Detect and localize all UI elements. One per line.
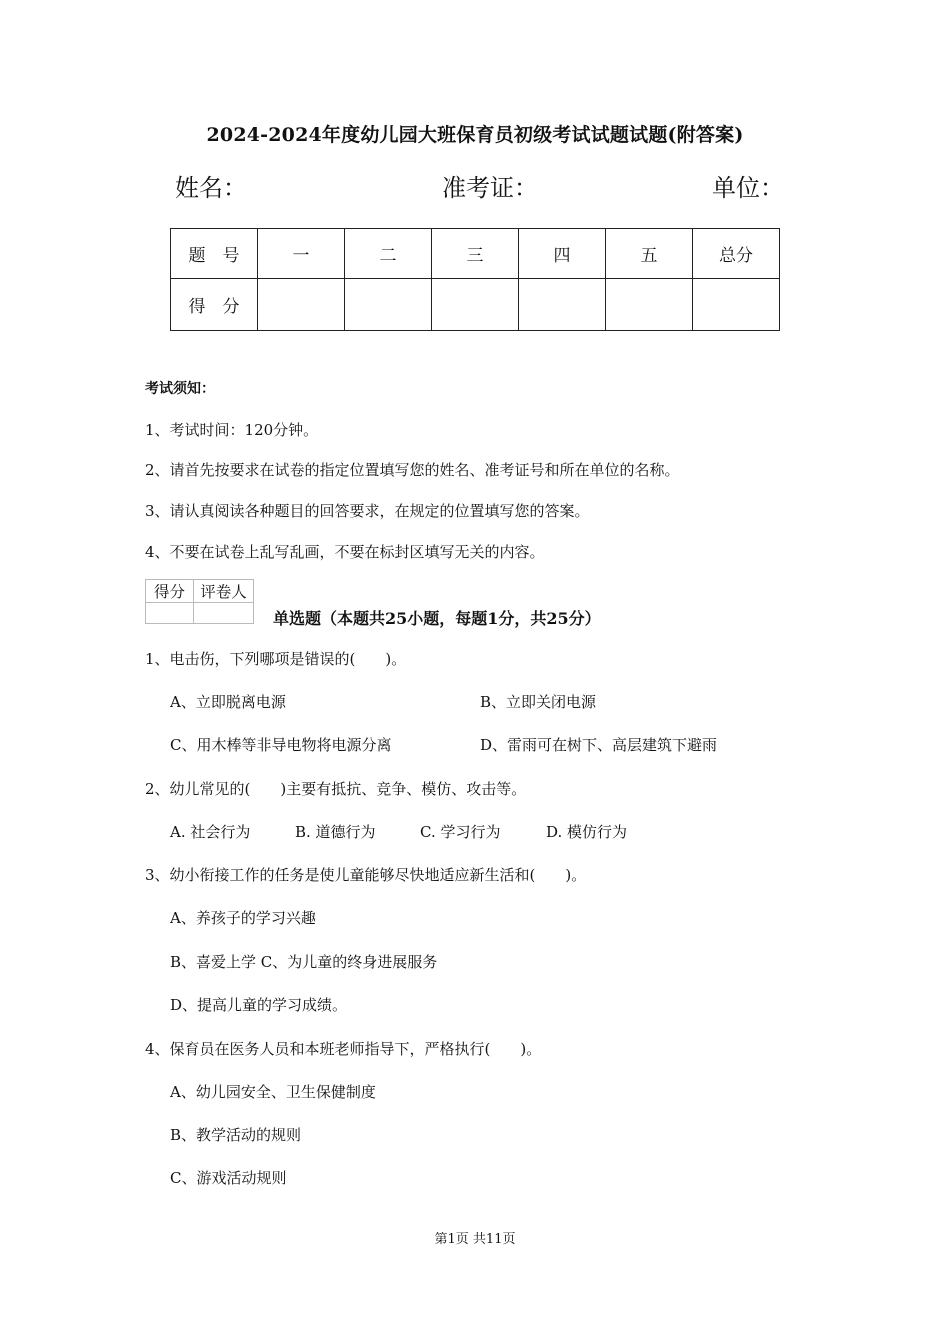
question-2: 2、幼儿常见的( )主要有抵抗、竞争、模仿、攻击等。 bbox=[145, 780, 527, 798]
question-2-option-a: A. 社会行为 bbox=[170, 823, 251, 841]
page-title: 2024-2024年度幼儿园大班保育员初级考试试题试题(附答案) bbox=[206, 124, 744, 146]
score-table-score-row bbox=[171, 279, 780, 331]
question-1-option-b: B、立即关闭电源 bbox=[480, 693, 597, 711]
notice-item: 3、请认真阅读各种题目的回答要求，在规定的位置填写您的答案。 bbox=[145, 502, 590, 520]
notice-item: 1、考试时间：120分钟。 bbox=[145, 421, 319, 439]
score-cell[interactable] bbox=[606, 279, 693, 331]
grader-reviewer-label: 评卷人 bbox=[194, 580, 254, 603]
score-cell[interactable] bbox=[693, 279, 780, 331]
question-1-option-d: D、雷雨可在树下、高层建筑下避雨 bbox=[480, 736, 718, 754]
grader-score-cell[interactable] bbox=[146, 603, 194, 624]
question-1-option-c: C、用木棒等非导电物将电源分离 bbox=[170, 736, 392, 754]
grader-score-label: 得分 bbox=[146, 580, 194, 603]
question-4-option-c: C、游戏活动规则 bbox=[170, 1169, 287, 1187]
notice-item: 4、不要在试卷上乱写乱画，不要在标封区填写无关的内容。 bbox=[145, 543, 545, 561]
grader-reviewer-cell[interactable] bbox=[194, 603, 254, 624]
column-header: 四 bbox=[519, 229, 606, 279]
column-header: 一 bbox=[258, 229, 345, 279]
score-cell[interactable] bbox=[432, 279, 519, 331]
question-4: 4、保育员在医务人员和本班老师指导下，严格执行( )。 bbox=[145, 1040, 542, 1058]
exam-number-label: 准考证： bbox=[442, 174, 538, 202]
question-2-option-b: B. 道德行为 bbox=[295, 823, 376, 841]
question-number-header: 题 号 bbox=[171, 229, 258, 279]
section-title: 单选题（本题共25小题，每题1分，共25分） bbox=[273, 609, 601, 628]
question-3-option-d: D、提高儿童的学习成绩。 bbox=[170, 996, 348, 1014]
score-cell[interactable] bbox=[345, 279, 432, 331]
question-1: 1、电击伤，下列哪项是错误的( )。 bbox=[145, 650, 407, 668]
question-2-option-d: D. 模仿行为 bbox=[546, 823, 628, 841]
question-3-option-b: B、喜爱上学 C、为儿童的终身进展服务 bbox=[170, 953, 438, 971]
question-1-option-a: A、立即脱离电源 bbox=[170, 693, 286, 711]
notice-item: 2、请首先按要求在试卷的指定位置填写您的姓名、准考证号和所在单位的名称。 bbox=[145, 461, 680, 479]
column-header: 五 bbox=[606, 229, 693, 279]
unit-label: 单位： bbox=[712, 174, 784, 202]
column-header: 三 bbox=[432, 229, 519, 279]
question-4-option-b: B、教学活动的规则 bbox=[170, 1126, 302, 1144]
score-table bbox=[170, 228, 780, 331]
score-table-header-row bbox=[171, 229, 780, 279]
notice-title: 考试须知： bbox=[145, 381, 215, 397]
column-header: 总分 bbox=[693, 229, 780, 279]
page-footer: 第1页 共11页 bbox=[434, 1232, 516, 1247]
question-3: 3、幼小衔接工作的任务是使儿童能够尽快地适应新生活和( )。 bbox=[145, 866, 587, 884]
score-row-header: 得 分 bbox=[171, 279, 258, 331]
question-3-option-a: A、养孩子的学习兴趣 bbox=[170, 909, 316, 927]
score-cell[interactable] bbox=[258, 279, 345, 331]
grader-box bbox=[145, 579, 254, 624]
question-2-option-c: C. 学习行为 bbox=[420, 823, 501, 841]
name-label: 姓名： bbox=[175, 174, 247, 202]
column-header: 二 bbox=[345, 229, 432, 279]
score-cell[interactable] bbox=[519, 279, 606, 331]
question-4-option-a: A、幼儿园安全、卫生保健制度 bbox=[170, 1083, 376, 1101]
